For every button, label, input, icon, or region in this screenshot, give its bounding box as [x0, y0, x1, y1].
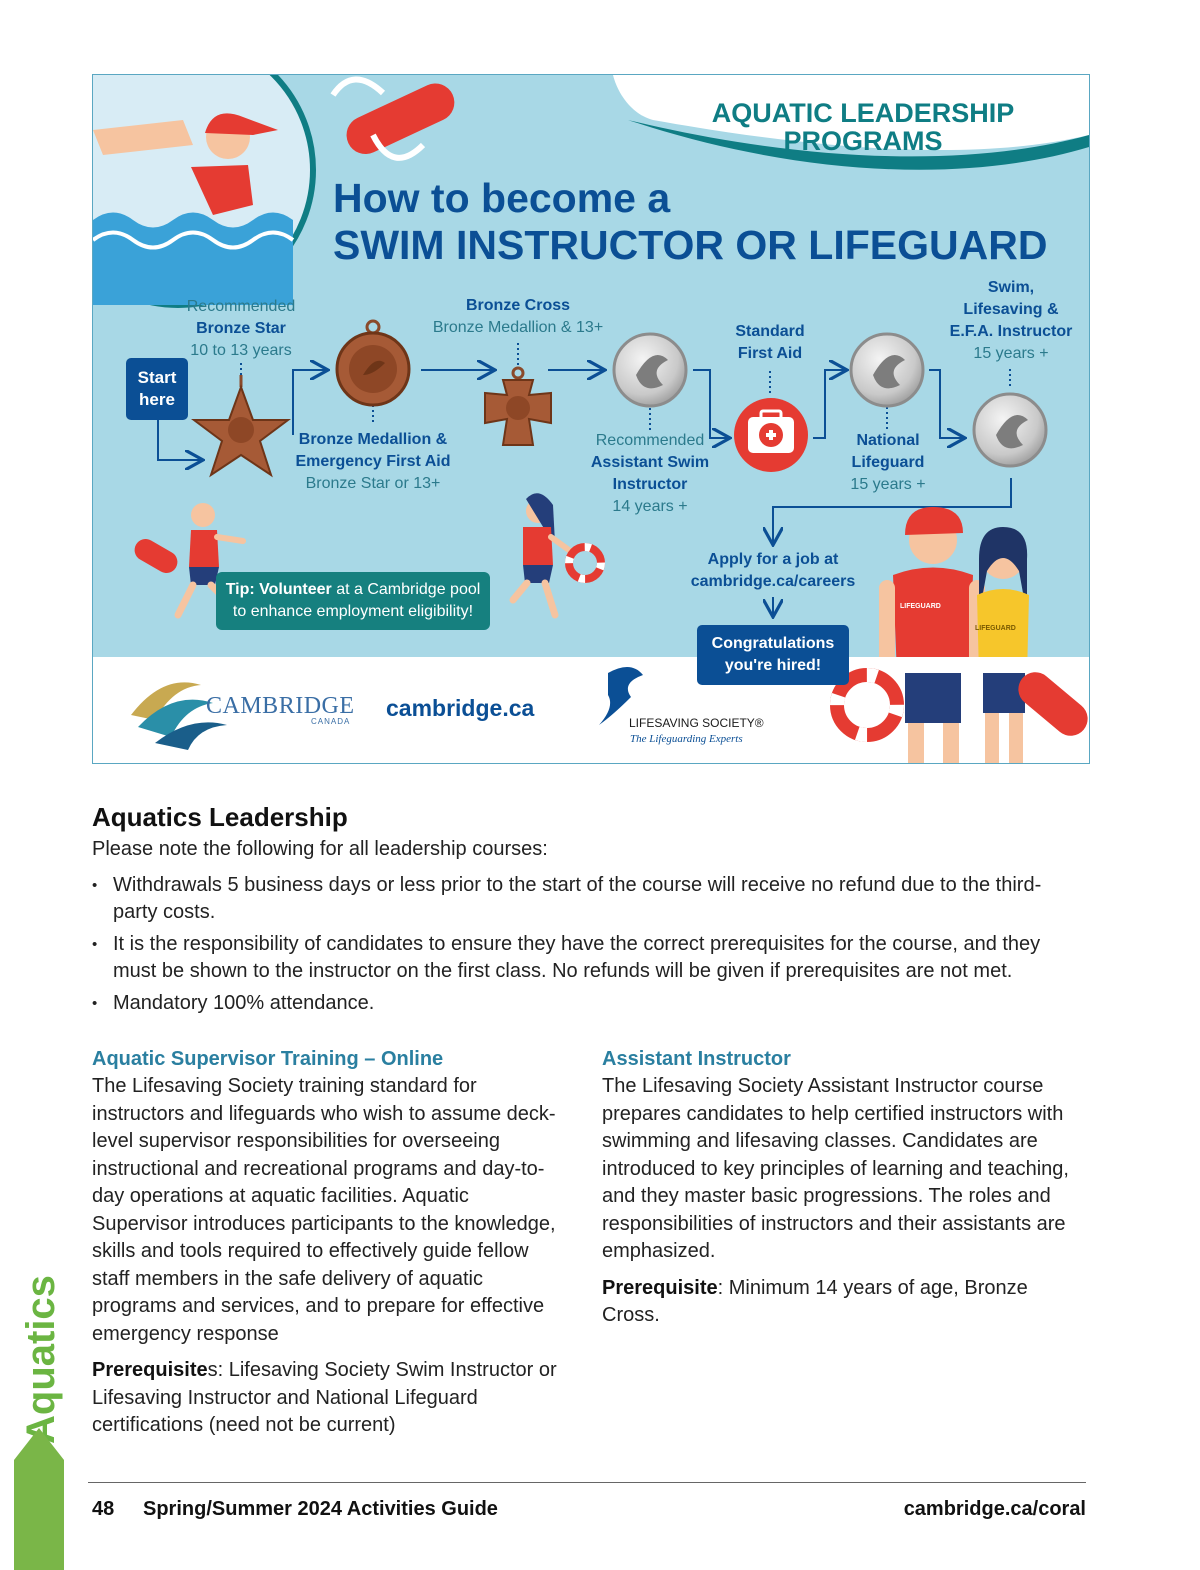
lifesaving-society-tagline: The Lifeguarding Experts: [630, 733, 743, 745]
step-bronze-star: [171, 296, 311, 362]
step-name-line-2: Lifesaving &: [963, 301, 1059, 318]
infographic-headline: [333, 175, 1047, 269]
volunteer-tip-box: [216, 572, 490, 630]
tip-line-2: to enhance employment eligibility!: [232, 603, 474, 620]
prereq-suffix: s: [207, 1359, 218, 1381]
footer-divider: [88, 1482, 1086, 1483]
first-aid-kit-icon: [734, 398, 808, 472]
instructor-medal-icon: [974, 394, 1046, 466]
cambridge-logo-wordmark: CAMBRIDGE: [206, 693, 355, 719]
prereq-text: : Minimum 14 years of age, Bronze Cross.: [602, 1276, 1028, 1326]
step-name-line-2: First Aid: [737, 345, 803, 362]
step-requirement: 15 years +: [850, 476, 926, 493]
congrats-line-2: you're hired!: [724, 657, 822, 674]
step-requirement: Bronze Star or 13+: [305, 475, 441, 492]
start-here-box: Start here: [126, 358, 188, 420]
step-national-lifeguard: [828, 430, 948, 496]
prereq-label: Prerequisite: [602, 1276, 718, 1299]
step-requirement: Bronze Medallion & 13+: [432, 319, 604, 336]
step-name-line-1: Bronze Medallion &: [298, 431, 448, 448]
course-title: Aquatic Supervisor Training – Online: [92, 1048, 444, 1070]
step-requirement: 10 to 13 years: [190, 342, 292, 359]
step-name-line-2: Emergency First Aid: [295, 453, 451, 470]
lifesaving-society-name: LIFESAVING SOCIETY®: [629, 716, 764, 730]
list-item: • Withdrawals 5 business days or less prior to the start of the course will receive no refund due to the third-party costs.: [92, 872, 1052, 926]
headline-line-1: How to become a: [333, 175, 671, 221]
step-name-line-1: Swim,: [987, 279, 1035, 296]
step-bronze-cross: [423, 295, 613, 339]
side-tab-bar: [14, 1460, 64, 1570]
course-description: The Lifesaving Society training standard for instructors and lifeguards who wish to assume deck-level supervisor responsibilities for overseeing instructional and recreational programs and day-to-day operations at aquatic facilities. Aquatic Supervisor introduces participants to the knowledge, skills and tools required to effectively guide fellow staff members in the safe delivery of aquatic programs and services, and to prepare for effective emergency response: [92, 1075, 556, 1345]
course-prerequisite: [92, 1357, 570, 1440]
step-name-line-1: Assistant Swim: [590, 454, 710, 471]
bronze-cross-icon: [485, 368, 551, 445]
step-pre-label: Recommended: [186, 298, 296, 315]
step-name: Bronze Cross: [465, 297, 571, 314]
step-instructor: [941, 277, 1081, 365]
apply-for-job-text: [683, 549, 863, 593]
side-tab-text: Aquatics: [19, 1275, 63, 1444]
prereq-label: Prerequisite: [92, 1359, 208, 1381]
tip-line-1: [216, 579, 490, 601]
guide-title: Spring/Summer 2024 Activities Guide: [143, 1498, 498, 1520]
cambridge-logo-subtext: CANADA: [311, 717, 351, 726]
step-name-line-1: National: [856, 432, 920, 449]
course-prerequisite: [602, 1275, 1072, 1330]
step-name-line-3: E.F.A. Instructor: [949, 323, 1073, 340]
step-name-line-2: Lifeguard: [851, 454, 925, 471]
congratulations-box: [697, 625, 849, 685]
section-title: Aquatics Leadership: [92, 802, 348, 832]
side-tab-arrow: [14, 1428, 64, 1460]
course-aquatic-supervisor: [92, 1046, 570, 1449]
national-lifeguard-medal-icon: [851, 334, 923, 406]
step-name-line-2: Instructor: [612, 476, 688, 493]
apply-line-1: Apply for a job at: [707, 551, 839, 568]
standing-lifeguards-lower: [837, 665, 1089, 763]
step-assistant-swim-instructor: [580, 430, 720, 518]
step-requirement: 14 years +: [612, 498, 688, 515]
list-item: • It is the responsibility of candidates to ensure they have the correct prerequisites for the course, and they must be shown to the instructor on the first class. No refunds will be given if prerequisites are not met.: [92, 931, 1052, 985]
swimmer-illustration: [93, 75, 313, 305]
assistant-instructor-medal-icon: [614, 334, 686, 406]
lifeguard-shirt-text-red: LIFEGUARD: [900, 603, 941, 610]
banner-title: AQUATIC LEADERSHIP PROGRAMS: [711, 98, 1015, 156]
lifeguard-shirt-text-yellow: LIFEGUARD: [975, 625, 1016, 632]
prereq-text: : Lifesaving Society Swim Instructor or Lifesaving Instructor and National Lifeguard certifications (need not be current): [92, 1359, 557, 1436]
step-name: Bronze Star: [196, 320, 286, 337]
step-name-line-1: Standard: [735, 323, 805, 340]
tip-bold: Tip: Volunteer: [225, 581, 332, 598]
course-description: The Lifesaving Society Assistant Instructor course prepares candidates to help certified instructors with swimming and lifesaving classes. Candidates are introduced to key principles of learning and teaching, and they master basic progressions. The roles and responsibilities of instructors and their assistants are emphasized.: [602, 1075, 1069, 1262]
step-pre-label: Recommended: [595, 432, 705, 449]
bronze-star-medal-icon: [194, 375, 288, 475]
rescue-tube-illustration: [333, 77, 461, 160]
course-assistant-instructor: [602, 1046, 1072, 1339]
step-standard-first-aid: [710, 321, 830, 365]
tip-rest: at a Cambridge pool: [331, 581, 481, 598]
footer-url-link[interactable]: cambridge.ca/coral: [903, 1498, 1086, 1520]
headline-line-2: SWIM INSTRUCTOR OR LIFEGUARD: [333, 222, 1048, 268]
congrats-line-1: Congratulations: [711, 635, 835, 652]
aquatic-leadership-infographic: [92, 74, 1090, 764]
section-intro: Please note the following for all leadership courses:: [92, 838, 548, 860]
cambridge-url-text: cambridge.ca: [386, 695, 535, 721]
course-title: Assistant Instructor: [602, 1048, 791, 1070]
apply-line-2: cambridge.ca/careers: [690, 573, 856, 590]
step-requirement: 15 years +: [973, 345, 1049, 362]
policy-bullet-list: [92, 872, 1052, 1022]
bronze-medallion-icon: [337, 321, 409, 405]
list-item: • Mandatory 100% attendance.: [92, 990, 1052, 1017]
page-number: 48: [92, 1498, 115, 1520]
step-bronze-medallion: [293, 429, 453, 495]
